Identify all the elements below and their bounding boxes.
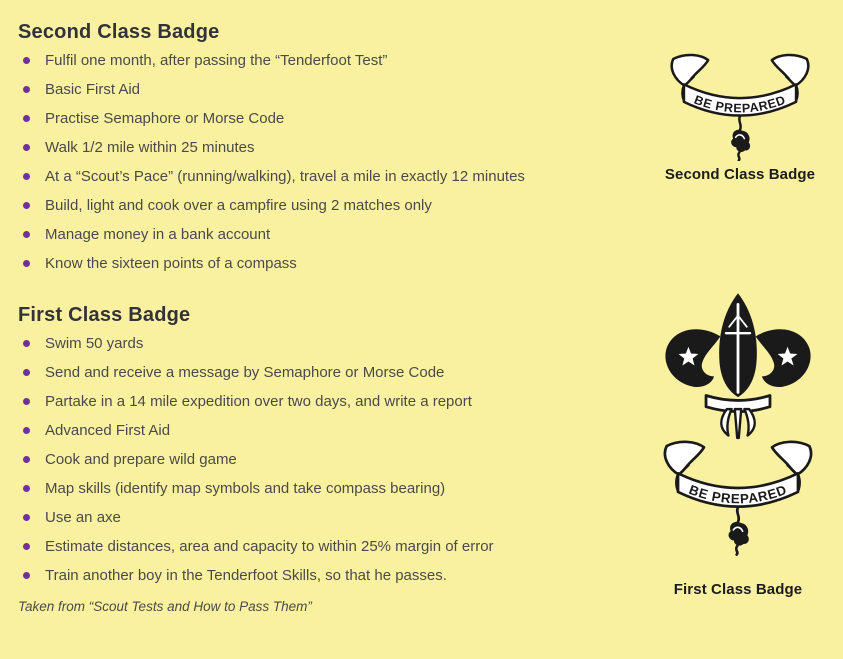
- list-item: [18, 336, 633, 352]
- list-item-text: Use an axe: [45, 509, 121, 526]
- section-title-second-class: Second Class Badge: [18, 21, 220, 43]
- list-item: [18, 452, 633, 468]
- content-column: [18, 21, 633, 614]
- list-item-text: Advanced First Aid: [45, 422, 171, 439]
- list-item-text: Build, light and cook over a campfire using 2 matches only: [45, 197, 432, 214]
- list-item: [18, 82, 633, 98]
- bullet-icon: [23, 260, 30, 267]
- list-item: [18, 423, 633, 439]
- first-class-requirements-list: [18, 336, 633, 584]
- first-class-badge-caption: First Class Badge: [673, 581, 803, 598]
- list-item: [18, 140, 633, 156]
- second-class-badge-caption: Second Class Badge: [664, 166, 816, 183]
- source-note: Taken from “Scout Tests and How to Pass Them”: [18, 599, 312, 614]
- list-item: [18, 53, 633, 69]
- list-item: [18, 111, 633, 127]
- bullet-icon: [23, 144, 30, 151]
- list-item: [18, 510, 633, 526]
- bullet-icon: [23, 369, 30, 376]
- section-second-class: [18, 21, 633, 272]
- section-first-class: [18, 304, 633, 614]
- list-item: [18, 481, 633, 497]
- list-item: [18, 365, 633, 381]
- bullet-icon: [23, 115, 30, 122]
- list-item-text: Map skills (identify map symbols and take compass bearing): [45, 480, 446, 497]
- list-item: [18, 256, 633, 272]
- list-item-text: Practise Semaphore or Morse Code: [45, 110, 285, 127]
- list-item-text: Fulfil one month, after passing the “Tenderfoot Test”: [45, 52, 388, 69]
- list-item-text: Estimate distances, area and capacity to within 25% margin of error: [45, 538, 494, 555]
- list-item-text: Train another boy in the Tenderfoot Skills, so that he passes.: [45, 567, 447, 584]
- list-item: [18, 539, 633, 555]
- bullet-icon: [23, 456, 30, 463]
- list-item: [18, 198, 633, 214]
- bullet-icon: [23, 572, 30, 579]
- list-item-text: Basic First Aid: [45, 81, 141, 98]
- list-item-text: At a “Scout’s Pace” (running/walking), travel a mile in exactly 12 minutes: [45, 168, 525, 185]
- list-item-text: Manage money in a bank account: [45, 226, 271, 243]
- list-item: [18, 227, 633, 243]
- bullet-icon: [23, 485, 30, 492]
- list-item-text: Swim 50 yards: [45, 335, 144, 352]
- bullet-icon: [23, 86, 30, 93]
- first-class-badge-figure: [654, 290, 822, 598]
- be-prepared-scroll-icon: [665, 52, 815, 161]
- section-title-first-class: First Class Badge: [18, 304, 191, 326]
- bullet-icon: [23, 427, 30, 434]
- second-class-badge-figure: [658, 52, 822, 183]
- list-item: [18, 568, 633, 584]
- list-item: [18, 394, 633, 410]
- list-item-text: Walk 1/2 mile within 25 minutes: [45, 139, 255, 156]
- fleur-de-lis-badge-icon: [658, 290, 818, 565]
- list-item-text: Partake in a 14 mile expedition over two days, and write a report: [45, 393, 472, 410]
- list-item-text: Know the sixteen points of a compass: [45, 255, 297, 272]
- bullet-icon: [23, 514, 30, 521]
- bullet-icon: [23, 231, 30, 238]
- bullet-icon: [23, 398, 30, 405]
- bullet-icon: [23, 202, 30, 209]
- bullet-icon: [23, 57, 30, 64]
- list-item-text: Send and receive a message by Semaphore or Morse Code: [45, 364, 445, 381]
- bullet-icon: [23, 173, 30, 180]
- fleur-de-lis: [665, 293, 810, 438]
- bullet-icon: [23, 543, 30, 550]
- bullet-icon: [23, 340, 30, 347]
- list-item-text: Cook and prepare wild game: [45, 451, 237, 468]
- list-item: [18, 169, 633, 185]
- second-class-requirements-list: [18, 53, 633, 272]
